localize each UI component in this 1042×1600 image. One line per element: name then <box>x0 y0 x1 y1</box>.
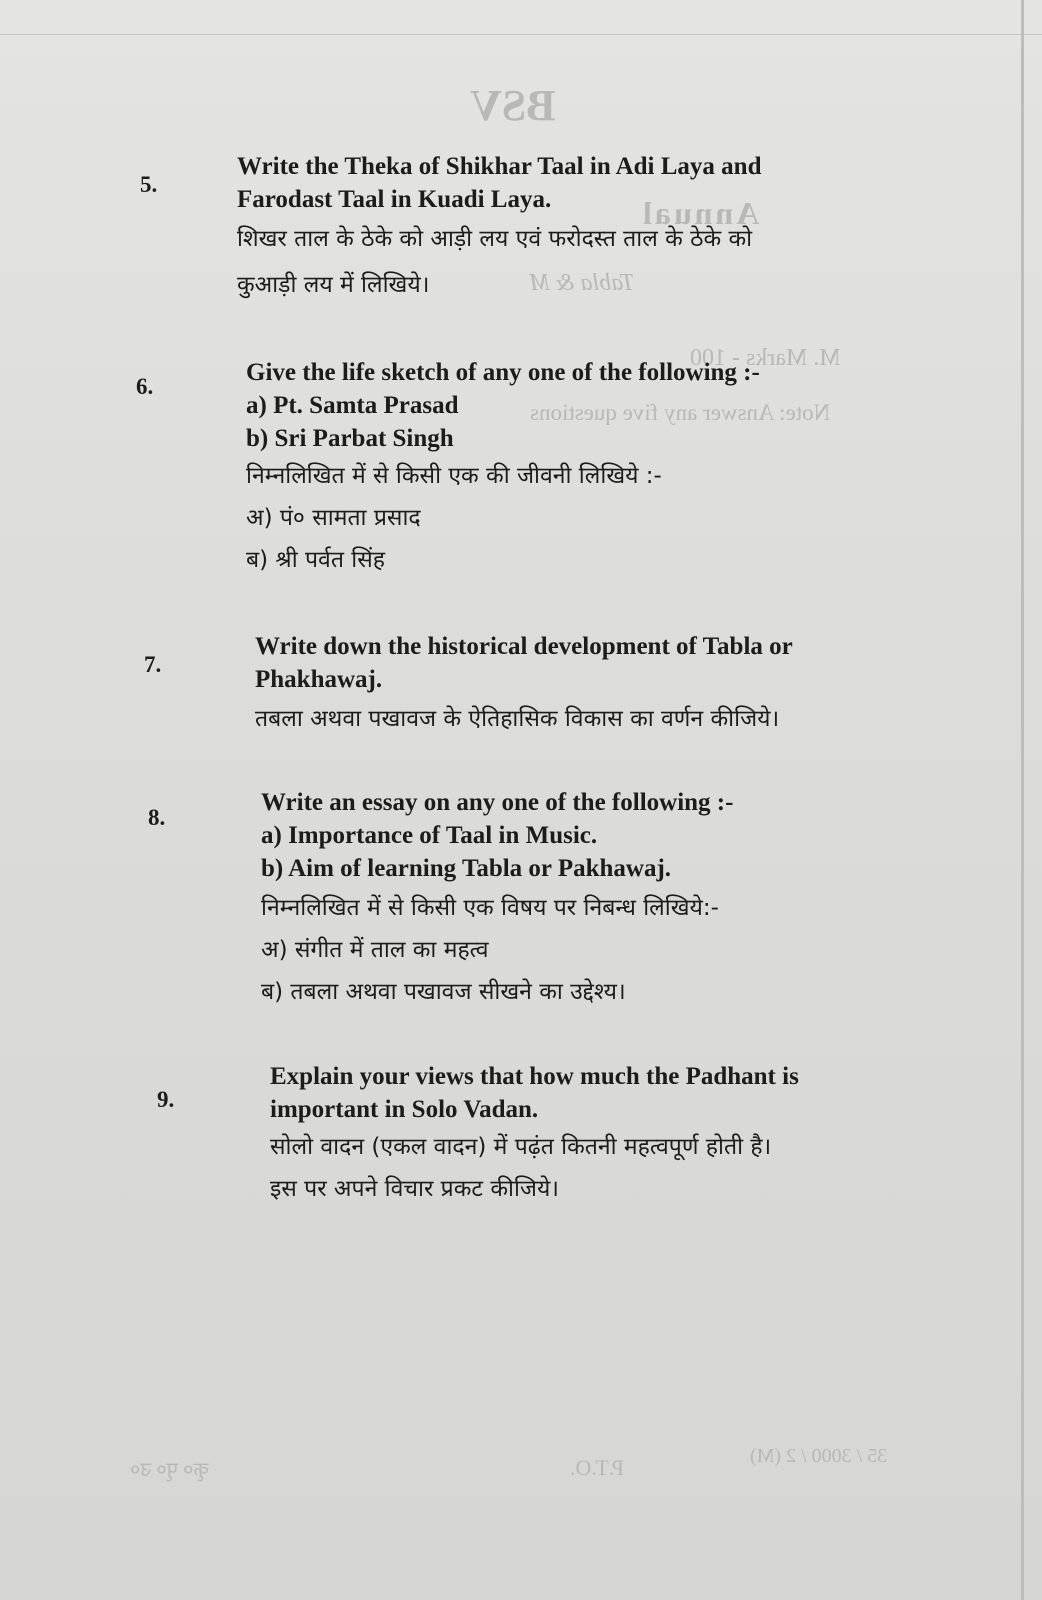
question-6 <box>246 356 760 579</box>
question-option-en: a) Pt. Samta Prasad <box>246 392 459 419</box>
question-text-en: Give the life sketch of any one of the following :- <box>246 359 760 386</box>
question-number: 5. <box>140 172 158 197</box>
question-9 <box>270 1060 799 1208</box>
showthrough-subject: Tabla & M <box>530 270 635 296</box>
question-option-en: b) Sri Parbat Singh <box>246 425 454 452</box>
question-text-en: Farodast Taal in Kuadi Laya. <box>237 186 552 213</box>
showthrough-code: 35 / 3000 / 2 (M) <box>750 1445 888 1467</box>
question-text-hi: सोलो वादन (एकल वादन) में पढ़ंत कितनी महत्वपूर्ण होती है। <box>270 1134 772 1160</box>
showthrough-note: Note: Answer any five questions <box>530 400 831 425</box>
question-number: 6. <box>136 374 154 399</box>
showthrough-header-code: BSV <box>470 81 556 130</box>
page-edge <box>1021 0 1024 1600</box>
question-option-hi: ब) तबला अथवा पखावज सीखने का उद्देश्य। <box>261 979 626 1005</box>
showthrough-marks: M. Marks - 100 <box>690 345 841 371</box>
showthrough-footer-hi: कृ० पृ० उ० <box>130 1459 209 1481</box>
showthrough-footer: P.T.O. <box>570 1455 624 1480</box>
question-text-en: Explain your views that how much the Padhant is <box>270 1063 799 1090</box>
question-number: 8. <box>148 805 166 830</box>
question-text-hi: शिखर ताल के ठेके को आड़ी लय एवं फरोदस्त ताल के ठेके को <box>237 226 753 252</box>
question-text-hi: निम्नलिखित में से किसी एक की जीवनी लिखिये :- <box>246 463 662 489</box>
question-5 <box>237 150 761 304</box>
question-text-en: Phakhawaj. <box>255 666 383 693</box>
question-option-en: a) Importance of Taal in Music. <box>261 822 598 849</box>
question-text-en: Write an essay on any one of the following :- <box>261 789 734 816</box>
question-8 <box>261 786 733 1011</box>
question-text-hi: कुआड़ी लय में लिखिये। <box>237 272 430 298</box>
question-7 <box>255 630 793 738</box>
page-fold-line <box>0 34 1042 35</box>
question-option-hi: अ) संगीत में ताल का महत्व <box>261 937 489 963</box>
question-number: 9. <box>157 1087 175 1112</box>
question-number: 7. <box>144 652 162 677</box>
question-text-en: important in Solo Vadan. <box>270 1096 539 1123</box>
question-option-en: b) Aim of learning Tabla or Pakhawaj. <box>261 855 672 882</box>
question-option-hi: अ) पं० सामता प्रसाद <box>246 505 421 531</box>
question-option-hi: ब) श्री पर्वत सिंह <box>246 547 385 573</box>
question-text-en: Write down the historical development of Tabla or <box>255 633 793 660</box>
question-text-hi: तबला अथवा पखावज के ऐतिहासिक विकास का वर्णन कीजिये। <box>255 706 780 732</box>
question-text-hi: इस पर अपने विचार प्रकट कीजिये। <box>270 1176 560 1202</box>
question-text-en: Write the Theka of Shikhar Taal in Adi Laya and <box>237 153 762 180</box>
showthrough-exam: Annual <box>640 195 760 231</box>
question-text-hi: निम्नलिखित में से किसी एक विषय पर निबन्ध लिखिये:- <box>261 895 719 921</box>
